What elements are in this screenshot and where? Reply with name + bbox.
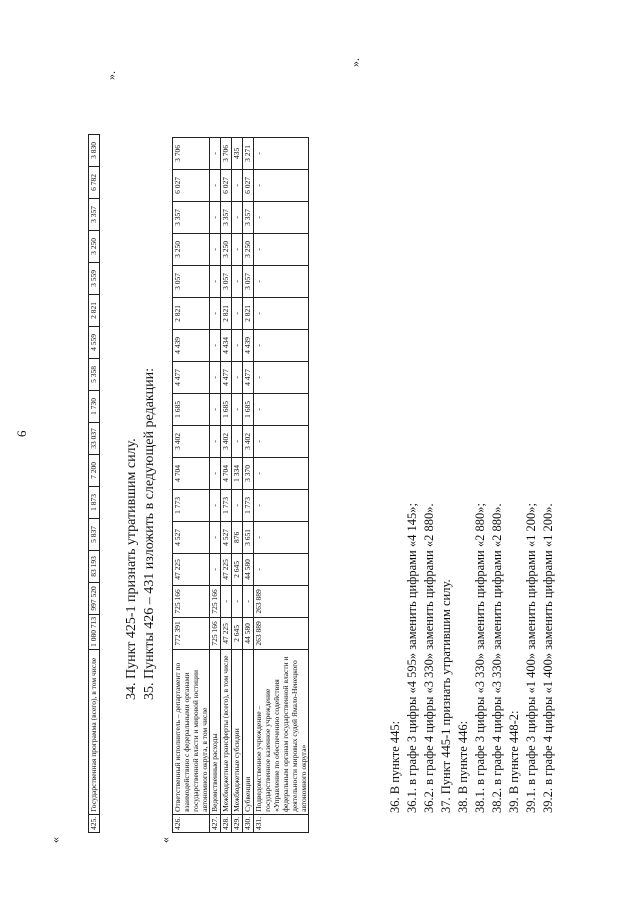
table-row [221, 137, 232, 832]
value-cell: 1 685 [221, 393, 232, 425]
value-cell: 3 402 [243, 425, 254, 457]
value-cell: 47 225 [173, 553, 210, 585]
row-number: 426. [173, 814, 210, 832]
value-cell: 83 193 [89, 550, 100, 582]
value-cell: 47 225 [221, 617, 232, 649]
value-cell: 4 439 [243, 329, 254, 361]
close-quote-1: ». [104, 71, 118, 80]
table-row [89, 134, 100, 832]
value-cell: 33 037 [89, 422, 100, 454]
table-row [243, 137, 254, 832]
value-cell: 2 821 [89, 294, 100, 326]
value-cell: - [254, 553, 309, 585]
value-cell: 3 357 [243, 201, 254, 233]
table-row [232, 137, 243, 832]
value-cell: 3 559 [89, 262, 100, 294]
value-cell: 3 250 [173, 233, 210, 265]
open-quote-2: « [158, 837, 172, 843]
value-cell: - [232, 393, 243, 425]
value-cell: - [210, 521, 221, 553]
value-cell: 3 057 [243, 265, 254, 297]
value-cell: 3 651 [243, 521, 254, 553]
value-cell: 725 166 [210, 617, 221, 649]
value-cell: - [221, 585, 232, 617]
row-label: Подведомственное учреждение – государственное казенное учреждение «Управление по обеспечению содействия федеральным органам государственной власти и деятельности мировых судей Ямало-Ненецкого автономного округа» [254, 649, 309, 814]
value-cell: - [210, 393, 221, 425]
value-cell: 2 821 [221, 297, 232, 329]
value-cell: 6 027 [173, 169, 210, 201]
value-cell: 4 477 [221, 361, 232, 393]
value-cell: 4 527 [173, 521, 210, 553]
value-cell: 997 520 [89, 582, 100, 614]
value-cell: 2 821 [243, 297, 254, 329]
row-label: Межбюджетные трансферты (всего), в том числе [221, 649, 232, 814]
table-row [254, 137, 309, 832]
value-cell: 44 580 [243, 617, 254, 649]
value-cell: 4 527 [221, 521, 232, 553]
value-cell: 6 782 [89, 166, 100, 198]
value-cell: - [254, 169, 309, 201]
value-cell: 4 704 [221, 457, 232, 489]
row-label: Государственная программа (всего), в том числе [89, 649, 100, 814]
value-cell: 3 357 [89, 198, 100, 230]
value-cell: 3 370 [243, 457, 254, 489]
value-cell: 263 889 [254, 585, 309, 617]
value-cell: - [210, 265, 221, 297]
value-cell: - [210, 169, 221, 201]
value-cell: 4 434 [221, 329, 232, 361]
value-cell: - [254, 361, 309, 393]
value-cell: 3 057 [221, 265, 232, 297]
value-cell: - [210, 553, 221, 585]
row-number: 430. [243, 814, 254, 832]
value-cell: - [243, 585, 254, 617]
paragraph-35: 35. Пункты 426 – 431 изложить в следующей редакции: [142, 367, 157, 700]
value-cell: - [254, 297, 309, 329]
value-cell: 1 873 [89, 486, 100, 518]
value-cell: - [210, 457, 221, 489]
value-cell: - [254, 425, 309, 457]
value-cell: - [210, 297, 221, 329]
row-label: Субвенции [243, 649, 254, 814]
value-cell: - [210, 425, 221, 457]
value-cell: - [254, 329, 309, 361]
row-number: 427. [210, 814, 221, 832]
value-cell: 4 477 [173, 361, 210, 393]
page-number: 6 [14, 430, 29, 437]
value-cell: 1 773 [173, 489, 210, 521]
paragraph-line: 39. В пункте 448-2: [507, 710, 521, 813]
value-cell: 47 225 [221, 553, 232, 585]
value-cell: 4 704 [173, 457, 210, 489]
row-number: 428. [221, 814, 232, 832]
close-quote-2: ». [348, 58, 362, 67]
value-cell: 725 166 [210, 585, 221, 617]
paragraph-line: 38.2. в графе 4 цифры «3 330» заменить цифрами «2 880». [490, 503, 504, 813]
value-cell: 876 [232, 521, 243, 553]
value-cell: - [210, 233, 221, 265]
open-quote-1: « [48, 837, 62, 843]
value-cell: - [232, 489, 243, 521]
paragraph-line: 37. Пункт 445-1 признать утратившим силу. [439, 579, 453, 813]
table-row [210, 137, 221, 832]
paragraph-line: 38. В пункте 446: [456, 720, 470, 813]
value-cell: - [232, 361, 243, 393]
value-cell: - [232, 297, 243, 329]
row-label: Межбюджетные субсидии [232, 649, 243, 814]
value-cell: - [210, 137, 221, 169]
value-cell: - [254, 233, 309, 265]
value-cell: 4 559 [89, 326, 100, 358]
row-number: 431. [254, 814, 309, 832]
paragraph-line: 36.1. в графе 3 цифры «4 595» заменить цифрами «4 145»; [405, 503, 419, 813]
value-cell: 4 477 [243, 361, 254, 393]
value-cell: - [254, 201, 309, 233]
value-cell: 3 357 [173, 201, 210, 233]
value-cell: 2 645 [232, 617, 243, 649]
value-cell: - [232, 265, 243, 297]
table-points-426-431 [172, 137, 309, 833]
value-cell: 3 706 [221, 137, 232, 169]
value-cell: 3 357 [221, 201, 232, 233]
value-cell: 1 334 [232, 457, 243, 489]
value-cell: 1 685 [173, 393, 210, 425]
value-cell: 1 773 [221, 489, 232, 521]
value-cell: - [254, 137, 309, 169]
value-cell: 44 580 [243, 553, 254, 585]
value-cell: 435 [232, 137, 243, 169]
value-cell: - [254, 457, 309, 489]
value-cell: 3 271 [243, 137, 254, 169]
value-cell: - [254, 393, 309, 425]
value-cell: 772 391 [173, 617, 210, 649]
value-cell: 2 821 [173, 297, 210, 329]
value-cell: - [210, 329, 221, 361]
value-cell: - [254, 265, 309, 297]
value-cell: - [232, 425, 243, 457]
paragraph-line: 36.2. в графе 4 цифры «3 330» заменить цифрами «2 880». [422, 503, 436, 813]
value-cell: 3 830 [89, 134, 100, 166]
value-cell: 6 027 [221, 169, 232, 201]
value-cell: - [232, 169, 243, 201]
value-cell: 3 250 [221, 233, 232, 265]
value-cell: 263 889 [254, 617, 309, 649]
value-cell: - [254, 521, 309, 553]
value-cell: 725 166 [173, 585, 210, 617]
value-cell: 3 402 [173, 425, 210, 457]
value-cell: - [232, 233, 243, 265]
value-cell: - [232, 201, 243, 233]
value-cell: 1 080 713 [89, 614, 100, 649]
paragraph-line: 38.1. в графе 3 цифры «3 330» заменить цифрами «2 880»; [473, 503, 487, 813]
value-cell: - [232, 329, 243, 361]
value-cell: 5 837 [89, 518, 100, 550]
value-cell: - [210, 361, 221, 393]
value-cell: 3 057 [173, 265, 210, 297]
paragraph-line: 39.2. в графе 4 цифры «1 400» заменить цифрами «1 200». [541, 503, 555, 813]
value-cell: 3 706 [173, 137, 210, 169]
table-programme [88, 134, 100, 833]
row-label: Ответственный исполнитель – департамент по взаимодействию с федеральными органами государственной власти и мировой юстиции автономного округа, в том числе [173, 649, 210, 814]
row-number: 425. [89, 814, 100, 832]
value-cell: 4 439 [173, 329, 210, 361]
value-cell: 3 250 [243, 233, 254, 265]
value-cell: 7 200 [89, 454, 100, 486]
value-cell: - [232, 585, 243, 617]
value-cell: 3 250 [89, 230, 100, 262]
value-cell: 2 645 [232, 553, 243, 585]
value-cell: 1 730 [89, 390, 100, 422]
table-row [173, 137, 210, 832]
value-cell: 5 358 [89, 358, 100, 390]
paragraph-line: 39.1. в графе 3 цифры «1 400» заменить цифрами «1 200»; [524, 503, 538, 813]
paragraph-34: 34. Пункт 425-1 признать утратившим силу. [124, 438, 139, 700]
value-cell: - [210, 201, 221, 233]
value-cell: 6 027 [243, 169, 254, 201]
value-cell: 3 402 [221, 425, 232, 457]
value-cell: 1 773 [243, 489, 254, 521]
value-cell: - [254, 489, 309, 521]
row-label: Ведомственные расходы [210, 649, 221, 814]
value-cell: 1 685 [243, 393, 254, 425]
paragraph-line: 36. В пункте 445: [388, 720, 402, 813]
value-cell: - [210, 489, 221, 521]
row-number: 429. [232, 814, 243, 832]
